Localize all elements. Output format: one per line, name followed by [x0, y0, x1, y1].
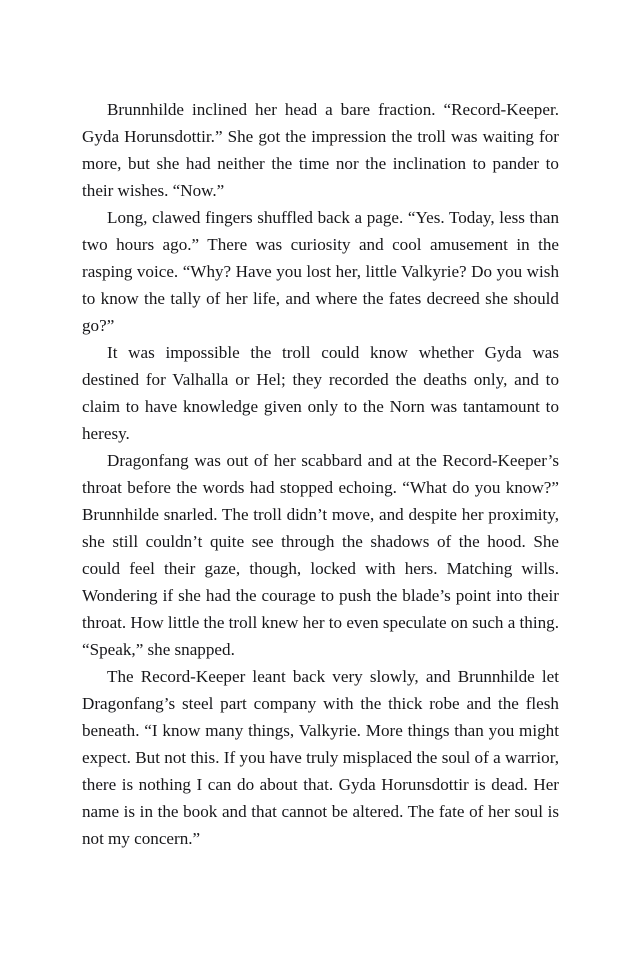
paragraph: Brunnhilde inclined her head a bare fraction. “Record-Keeper. Gyda Horunsdottir.” She got the impression the troll was waiting for more, but she had neither the time nor the inclination to pander to their wishes. “Now.”: [82, 100, 559, 200]
paragraph: The Record-Keeper leant back very slowly, and Brunnhilde let Dragonfang’s steel part company with the thick robe and the flesh beneath. “I know many things, Valkyrie. More things than you might expect. But not this. If you have truly misplaced the soul of a warrior, there is nothing I can do about that. Gyda Horunsdottir is dead. Her name is in the book and that cannot be altered. The fate of her soul is not my concern.”: [82, 667, 559, 848]
paragraph: Dragonfang was out of her scabbard and at the Record-Keeper’s throat before the words had stopped echoing. “What do you know?” Brunnhilde snarled. The troll didn’t move, and despite her proximity, she still couldn’t quite see through the shadows of the hood. She could feel their gaze, though, locked with hers. Matching wills. Wondering if she had the courage to push the blade’s point into their throat. How little the troll knew her to even speculate on such a thing. “Speak,” she snapped.: [82, 451, 559, 659]
paragraph: It was impossible the troll could know whether Gyda was destined for Valhalla or Hel; they recorded the deaths only, and to claim to have knowledge given only to the Norn was tantamount to heresy.: [82, 343, 559, 443]
page-body-text: [82, 96, 559, 852]
paragraph: Long, clawed fingers shuffled back a page. “Yes. Today, less than two hours ago.” There was curiosity and cool amusement in the rasping voice. “Why? Have you lost her, little Valkyrie? Do you wish to know the tally of her life, and where the fates decreed she should go?”: [82, 208, 559, 335]
